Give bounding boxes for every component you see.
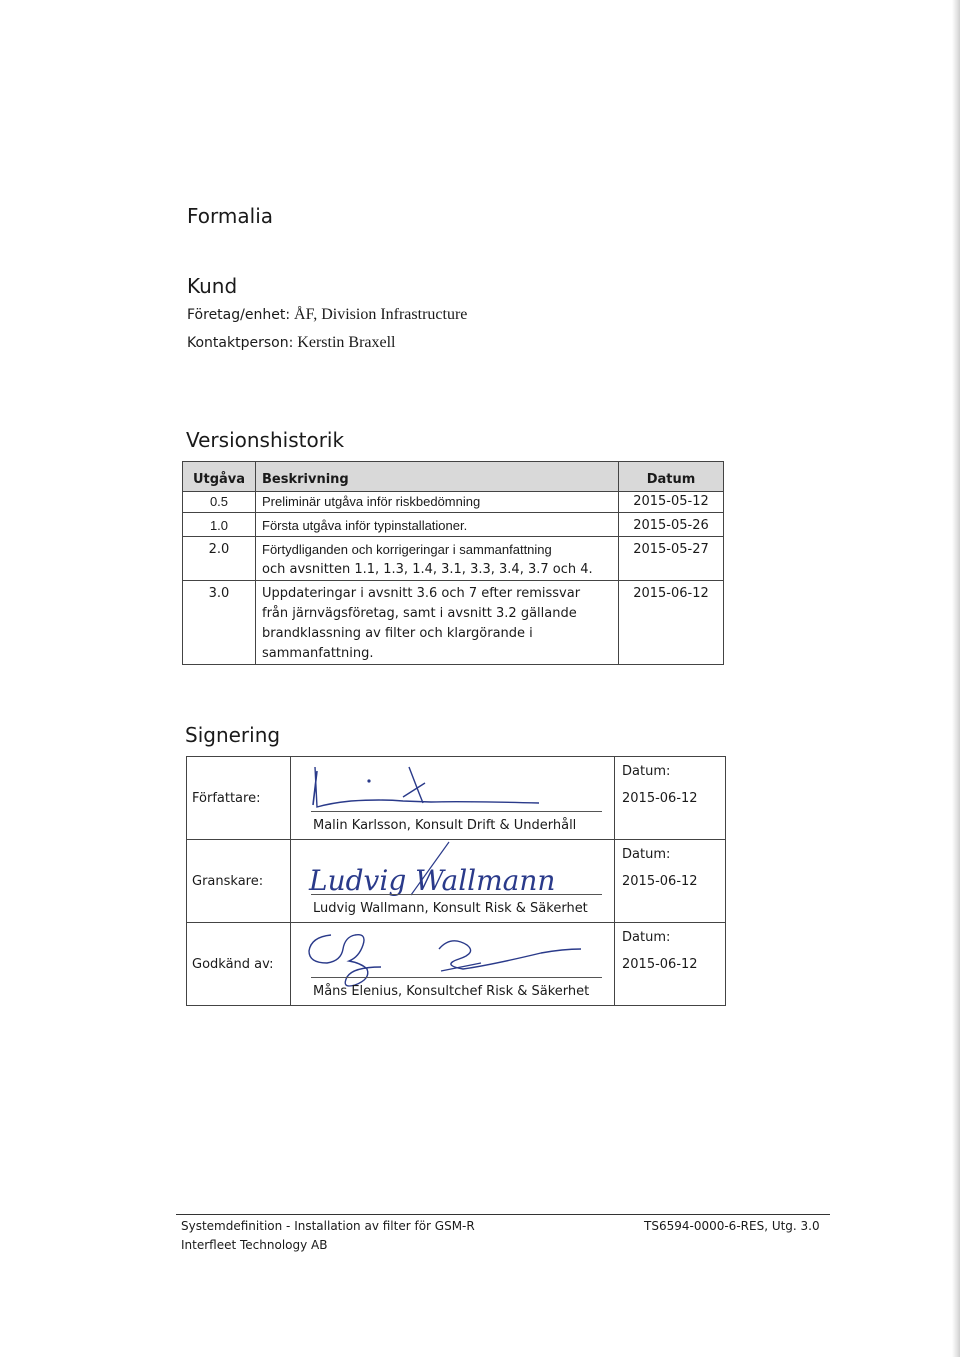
company-label: Företag/enhet: bbox=[187, 307, 291, 323]
signer-name: Ludvig Wallmann, Konsult Risk & Säkerhet bbox=[313, 901, 588, 916]
contact-label: Kontaktperson: bbox=[187, 335, 294, 351]
description-line: Förtydliganden och korrigeringar i sammanfattning bbox=[262, 542, 552, 557]
date-value: 2015-06-12 bbox=[622, 874, 698, 889]
col-version: Utgåva bbox=[183, 462, 256, 492]
description-line: Uppdateringar i avsnitt 3.6 och 7 efter remissvar bbox=[262, 586, 581, 601]
version-cell: 2.0 bbox=[183, 537, 256, 581]
page-edge bbox=[952, 0, 960, 1357]
col-date: Datum bbox=[619, 462, 724, 492]
signing-row bbox=[187, 840, 726, 923]
date-cell: 2015-05-27 bbox=[619, 537, 724, 581]
role-label: Författare: bbox=[187, 757, 291, 840]
signature-cell bbox=[291, 757, 615, 840]
role-label: Godkänd av: bbox=[187, 923, 291, 1006]
date-cell: 2015-06-12 bbox=[619, 581, 724, 665]
date-value: 2015-06-12 bbox=[622, 957, 698, 972]
description-line: från järnvägsföretag, samt i avsnitt 3.2 gällande bbox=[262, 606, 577, 621]
date-label: Datum: bbox=[622, 930, 671, 945]
signature-cell bbox=[291, 840, 615, 923]
signing-heading: Signering bbox=[185, 723, 281, 747]
signature-line bbox=[311, 894, 602, 895]
signature-line bbox=[311, 977, 602, 978]
date-label: Datum: bbox=[622, 847, 671, 862]
company-value: ÅF, Division Infrastructure bbox=[294, 306, 468, 323]
table-row bbox=[183, 513, 724, 537]
description-cell: Första utgåva inför typinstallationer. bbox=[256, 513, 619, 537]
table-row bbox=[183, 581, 724, 665]
version-cell: 1.0 bbox=[183, 513, 256, 537]
signature-text: Ludvig Wallmann bbox=[309, 864, 556, 897]
footer-left-2: Interfleet Technology AB bbox=[181, 1238, 328, 1252]
version-table-header bbox=[183, 462, 724, 492]
col-description: Beskrivning bbox=[256, 462, 619, 492]
signing-table bbox=[186, 756, 726, 1006]
footer-divider bbox=[176, 1214, 830, 1215]
description-cell: Preliminär utgåva inför riskbedömning bbox=[256, 492, 619, 513]
contact-value: Kerstin Braxell bbox=[297, 334, 396, 351]
kund-heading: Kund bbox=[187, 274, 238, 298]
signer-name: Malin Karlsson, Konsult Drift & Underhåll bbox=[313, 818, 577, 833]
date-cell: 2015-05-26 bbox=[619, 513, 724, 537]
signature-cell bbox=[291, 923, 615, 1006]
signature-line bbox=[311, 811, 602, 812]
table-row bbox=[183, 492, 724, 513]
contact-line bbox=[187, 334, 396, 352]
version-cell: 3.0 bbox=[183, 581, 256, 665]
date-cell bbox=[615, 757, 726, 840]
signing-row bbox=[187, 757, 726, 840]
version-cell: 0.5 bbox=[183, 492, 256, 513]
version-table bbox=[182, 461, 724, 665]
table-row bbox=[183, 537, 724, 581]
description-line: brandklassning av filter och klargörande i bbox=[262, 626, 533, 641]
versions-heading: Versionshistorik bbox=[186, 428, 345, 452]
footer-left-1: Systemdefinition - Installation av filter för GSM-R bbox=[181, 1219, 475, 1233]
company-line bbox=[187, 306, 467, 324]
description-cell bbox=[256, 581, 619, 665]
date-cell: 2015-05-12 bbox=[619, 492, 724, 513]
date-label: Datum: bbox=[622, 764, 671, 779]
footer-doc-id: TS6594-0000-6-RES, Utg. 3.0 bbox=[644, 1219, 820, 1233]
signer-name: Måns Elenius, Konsultchef Risk & Säkerhet bbox=[313, 984, 590, 999]
date-value: 2015-06-12 bbox=[622, 791, 698, 806]
description-line: sammanfattning. bbox=[262, 646, 374, 661]
role-label: Granskare: bbox=[187, 840, 291, 923]
date-cell bbox=[615, 840, 726, 923]
description-cell bbox=[256, 537, 619, 581]
page-title: Formalia bbox=[187, 204, 274, 228]
date-cell bbox=[615, 923, 726, 1006]
description-line: och avsnitten 1.1, 1.3, 1.4, 3.1, 3.3, 3.4, 3.7 och 4. bbox=[262, 562, 593, 577]
signing-row bbox=[187, 923, 726, 1006]
